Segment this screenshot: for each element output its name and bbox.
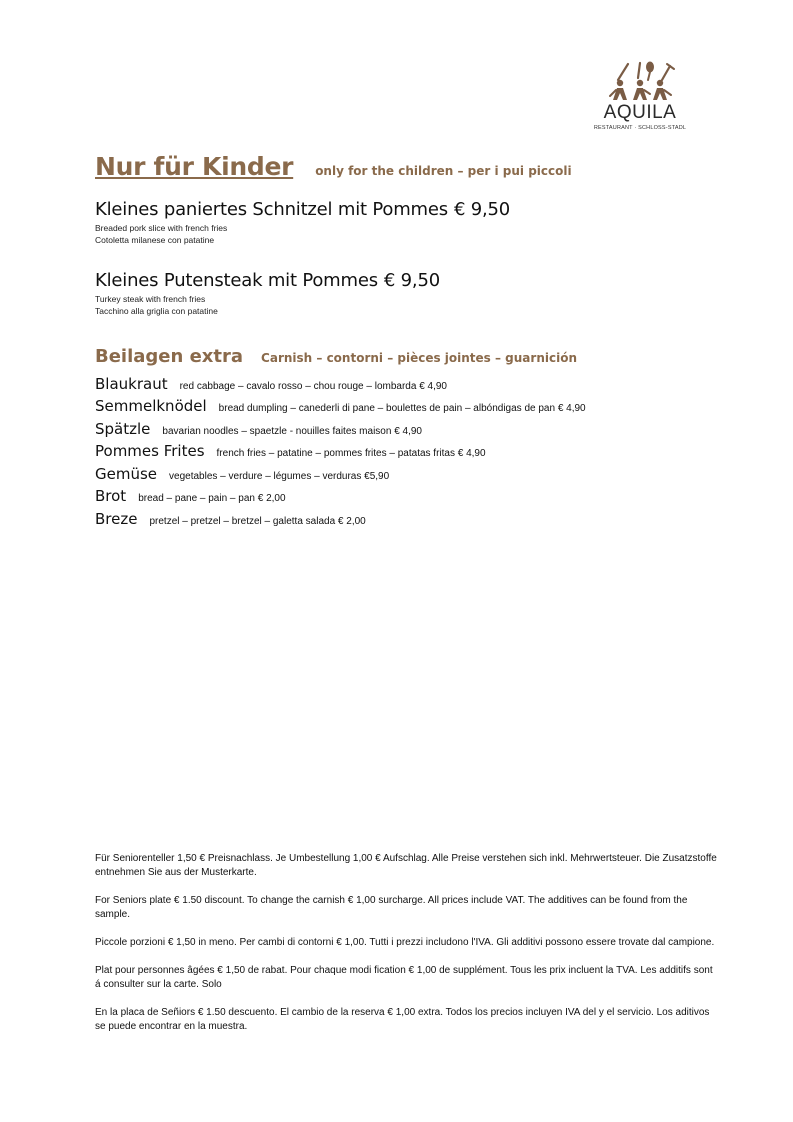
- side-item: [95, 373, 447, 395]
- dish-description-it: Cotoletta milanese con patatine: [95, 235, 215, 245]
- side-name: Blaukraut: [95, 375, 168, 393]
- side-name: Semmelknödel: [95, 397, 207, 415]
- restaurant-logo: [588, 60, 692, 131]
- side-item: [95, 485, 286, 507]
- note-italian: Piccole porzioni € 1,50 in meno. Per cambi di contorni € 1,00. Tutti i prezzi includono l'IVA. Gli additivi possono essere trovate dal campione.: [95, 937, 715, 948]
- dish-name: Kleines Putensteak mit Pommes: [95, 270, 378, 291]
- menu-item: [95, 199, 510, 246]
- aquila-figures-icon: [598, 60, 682, 104]
- side-name: Pommes Frites: [95, 442, 205, 460]
- side-description: bavarian noodles – spaetzle - nouilles faites maison € 4,90: [162, 426, 422, 437]
- side-item: [95, 440, 486, 462]
- dish-name: Kleines paniertes Schnitzel mit Pommes: [95, 199, 448, 220]
- menu-item: [95, 270, 440, 317]
- dish-price: € 9,50: [453, 199, 510, 220]
- side-item: [95, 508, 366, 530]
- side-description: french fries – patatine – pommes frites – patatas fritas € 4,90: [216, 448, 486, 459]
- side-name: Breze: [95, 510, 138, 528]
- side-description: bread – pane – pain – pan € 2,00: [138, 493, 286, 504]
- logo-name: AQUILA: [603, 102, 677, 123]
- side-item: [95, 418, 422, 440]
- side-name: Gemüse: [95, 465, 158, 483]
- footer-notes: [95, 852, 720, 1048]
- page-title: Nur für Kinder: [95, 152, 294, 181]
- note-german: Für Seniorenteller 1,50 € Preisnachlass. Je Umbestellung 1,00 € Aufschlag. Alle Preise verstehen sich inkl. Mehrwertsteuer. Die Zusatzstoffe entnehmen Sie aus der Musterkarte.: [95, 853, 717, 878]
- dish-description-en: Turkey steak with french fries: [95, 294, 206, 304]
- dish-description-it: Tacchino alla griglia con patatine: [95, 306, 218, 316]
- side-item: [95, 395, 586, 417]
- side-description: bread dumpling – canederli di pane – boulettes de pain – albóndigas de pan € 4,90: [218, 403, 586, 414]
- side-name: Brot: [95, 487, 127, 505]
- dish-description-en: Breaded pork slice with french fries: [95, 223, 228, 233]
- side-dishes-heading: [95, 346, 577, 367]
- kids-menu-heading: [95, 152, 572, 181]
- note-spanish: En la placa de Señiors € 1.50 descuento. El cambio de la reserva € 1,00 extra. Todos los precios incluyen IVA del y el servicio. Los aditivos se puede encontrar en la muestra.: [95, 1007, 710, 1032]
- logo-subtitle: RESTAURANT · SCHLOSS-STADL: [593, 125, 687, 131]
- side-description: red cabbage – cavalo rosso – chou rouge – lombarda € 4,90: [179, 381, 447, 392]
- page-subtitle: only for the children – per i pui piccoli: [315, 164, 572, 178]
- side-dishes-subtitle: Carnish – contorni – pièces jointes – guarnición: [261, 351, 577, 365]
- side-description: vegetables – verdure – légumes – verduras €5,90: [169, 471, 390, 482]
- side-description: pretzel – pretzel – bretzel – galetta salada € 2,00: [149, 516, 366, 527]
- side-name: Spätzle: [95, 420, 151, 438]
- side-item: [95, 463, 389, 485]
- side-dishes-title: Beilagen extra: [95, 346, 244, 367]
- note-english: For Seniors plate € 1.50 discount. To change the carnish € 1,00 surcharge. All prices include VAT. The additives can be found from the sample.: [95, 895, 688, 920]
- note-french: Plat pour personnes âgées € 1,50 de rabat. Pour chaque modi fication € 1,00 de supplément. Tous les prix incluent la TVA. Les additifs sont á consulter sur la carte. Solo: [95, 965, 713, 990]
- dish-price: € 9,50: [383, 270, 440, 291]
